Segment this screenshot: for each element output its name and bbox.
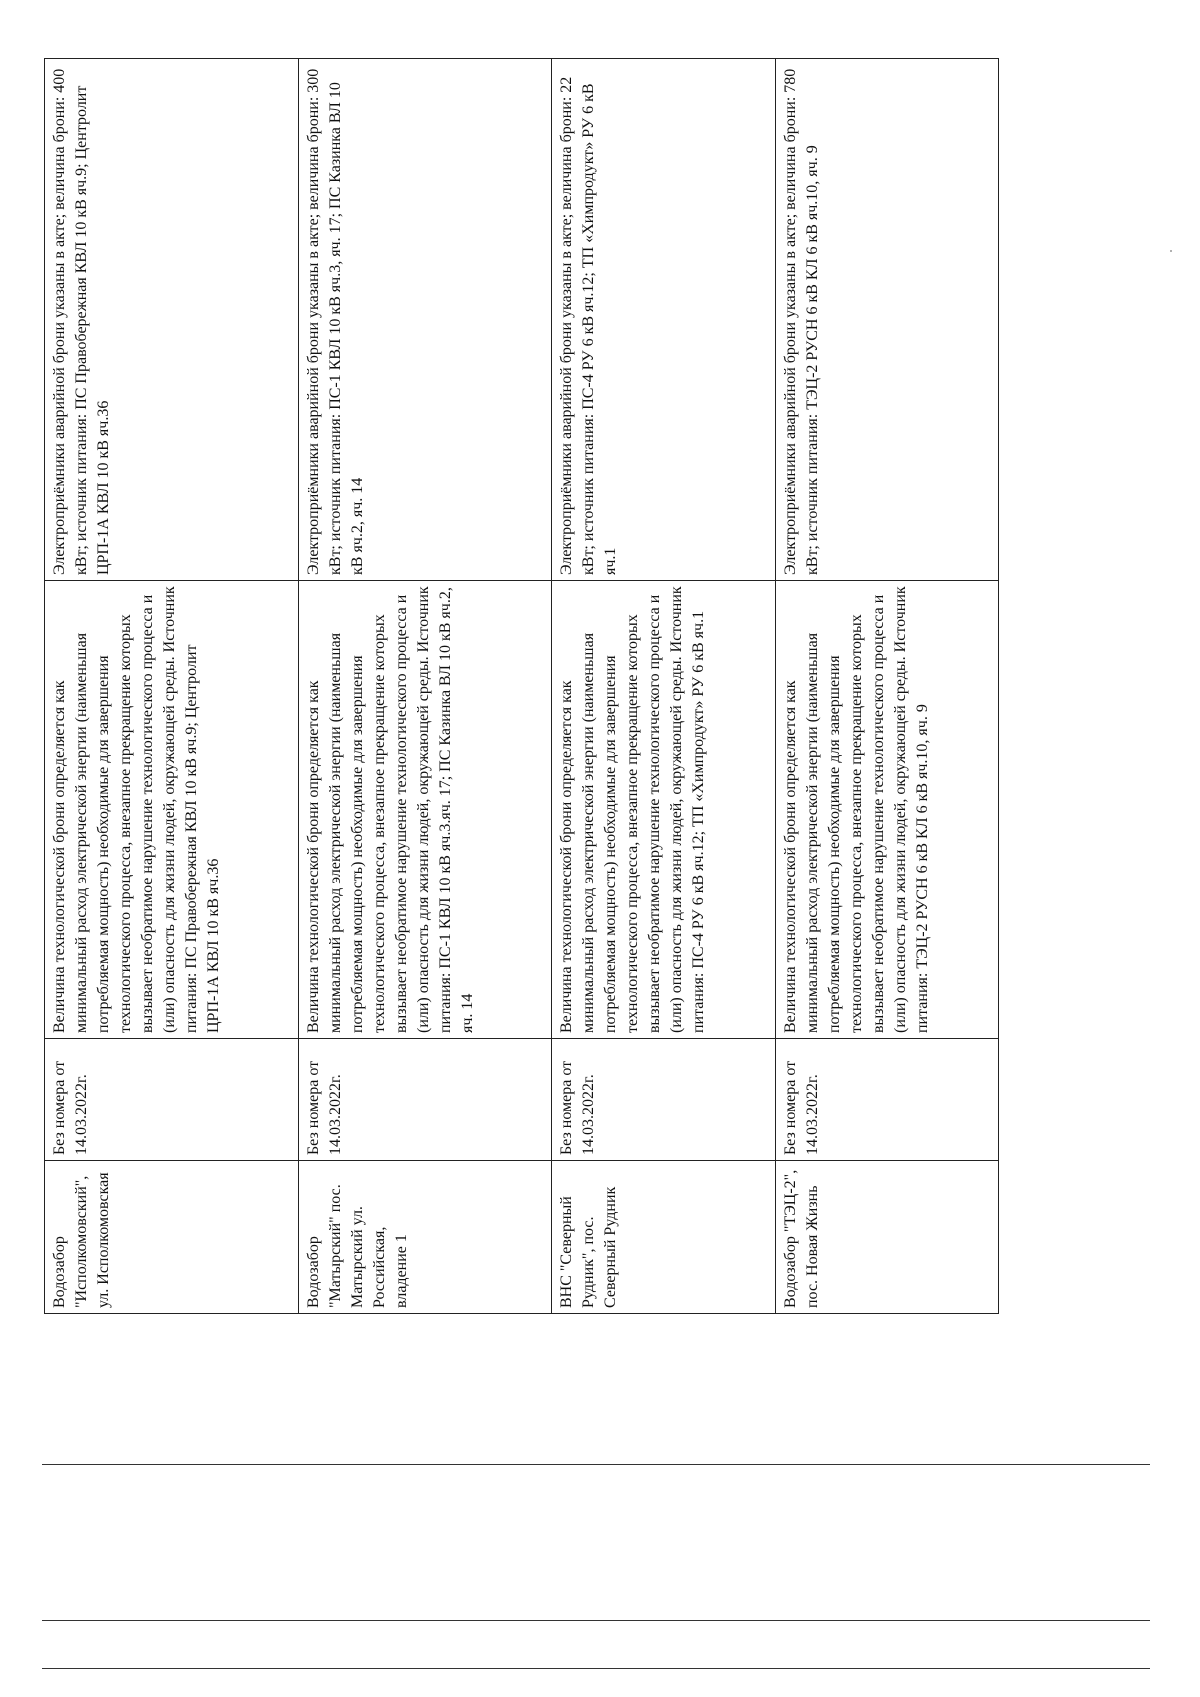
tech-reserve-cell: Величина технологической брони определяется как минимальный расход электрической энергии (наименьшая потребляемая мощность) необходимые для завершения технологического процесса, внезапное прекращение которых вызывает необратимое нарушение технологического процесса и (или) опасность для жизни людей, окружающей среды. Источник питания: ПС Правобережная КВЛ 10 кВ яч.9; Центролит ЦРП-1А КВЛ 10 кВ яч.36	[45, 581, 299, 1039]
rotated-table-wrapper	[44, 59, 999, 1314]
horizontal-rule	[42, 1620, 1150, 1621]
object-cell: Водозабор "ТЭЦ-2", пос. Новая Жизнь	[775, 1161, 998, 1314]
reservation-table	[44, 58, 999, 1314]
table-row	[45, 59, 299, 1314]
tech-reserve-cell: Величина технологической брони определяется как минимальный расход электрической энергии (наименьшая потребляемая мощность) необходимые для завершения технологического процесса, внезапное прекращение которых вызывает необратимое нарушение технологического процесса и (или) опасность для жизни людей, окружающей среды. Источник питания: ПС-4 РУ 6 кВ яч.12; ТП «Химпродукт» РУ 6 кВ яч.1	[552, 581, 775, 1039]
emergency-reserve-cell: Электроприёмники аварийной брони указаны в акте; величина брони: 780 кВт; источник питания: ТЭЦ-2 РУСН 6 кВ КЛ 6 кВ яч.10, яч. 9	[775, 59, 998, 581]
object-cell: Водозабор "Матырский" пос. Матырский ул. Российская, владение 1	[298, 1161, 552, 1314]
scan-speck	[1170, 250, 1172, 252]
act-cell: Без номера от 14.03.2022г.	[775, 1039, 998, 1161]
table-row	[298, 59, 552, 1314]
tech-reserve-cell: Величина технологической брони определяется как минимальный расход электрической энергии (наименьшая потребляемая мощность) необходимые для завершения технологического процесса, внезапное прекращение которых вызывает необратимое нарушение технологического процесса и (или) опасность для жизни людей, окружающей среды. Источник питания: ПС-1 КВЛ 10 кВ яч.3.яч. 17; ПС Казинка ВЛ 10 кВ яч.2, яч. 14	[298, 581, 552, 1039]
act-cell: Без номера от 14.03.2022г.	[298, 1039, 552, 1161]
object-cell: Водозабор "Исполкомовский", ул. Исполкомовская	[45, 1161, 299, 1314]
object-cell: ВНС "Северный Рудник", пос. Северный Рудник	[552, 1161, 775, 1314]
emergency-reserve-cell: Электроприёмники аварийной брони указаны в акте; величина брони: 400 кВт; источник питания: ПС Правобережная КВЛ 10 кВ яч.9; Центролит ЦРП-1А КВЛ 10 кВ яч.36	[45, 59, 299, 581]
horizontal-rule	[42, 1464, 1150, 1465]
tech-reserve-cell: Величина технологической брони определяется как минимальный расход электрической энергии (наименьшая потребляемая мощность) необходимые для завершения технологического процесса, внезапное прекращение которых вызывает необратимое нарушение технологического процесса и (или) опасность для жизни людей, окружающей среды. Источник питания: ТЭЦ-2 РУСН 6 кВ КЛ 6 кВ яч.10, яч. 9	[775, 581, 998, 1039]
act-cell: Без номера от 14.03.2022г.	[45, 1039, 299, 1161]
emergency-reserve-cell: Электроприёмники аварийной брони указаны в акте; величина брони: 22 кВт; источник питания: ПС-4 РУ 6 кВ яч.12; ТП «Химпродукт» РУ 6 кВ яч.1	[552, 59, 775, 581]
horizontal-rule	[42, 1668, 1150, 1669]
emergency-reserve-cell: Электроприёмники аварийной брони указаны в акте; величина брони: 300 кВт; источник питания: ПС-1 КВЛ 10 кВ яч.3, яч. 17; ПС Казинка ВЛ 10 кВ яч.2, яч. 14	[298, 59, 552, 581]
table-row	[775, 59, 998, 1314]
act-cell: Без номера от 14.03.2022г.	[552, 1039, 775, 1161]
table-row	[552, 59, 775, 1314]
